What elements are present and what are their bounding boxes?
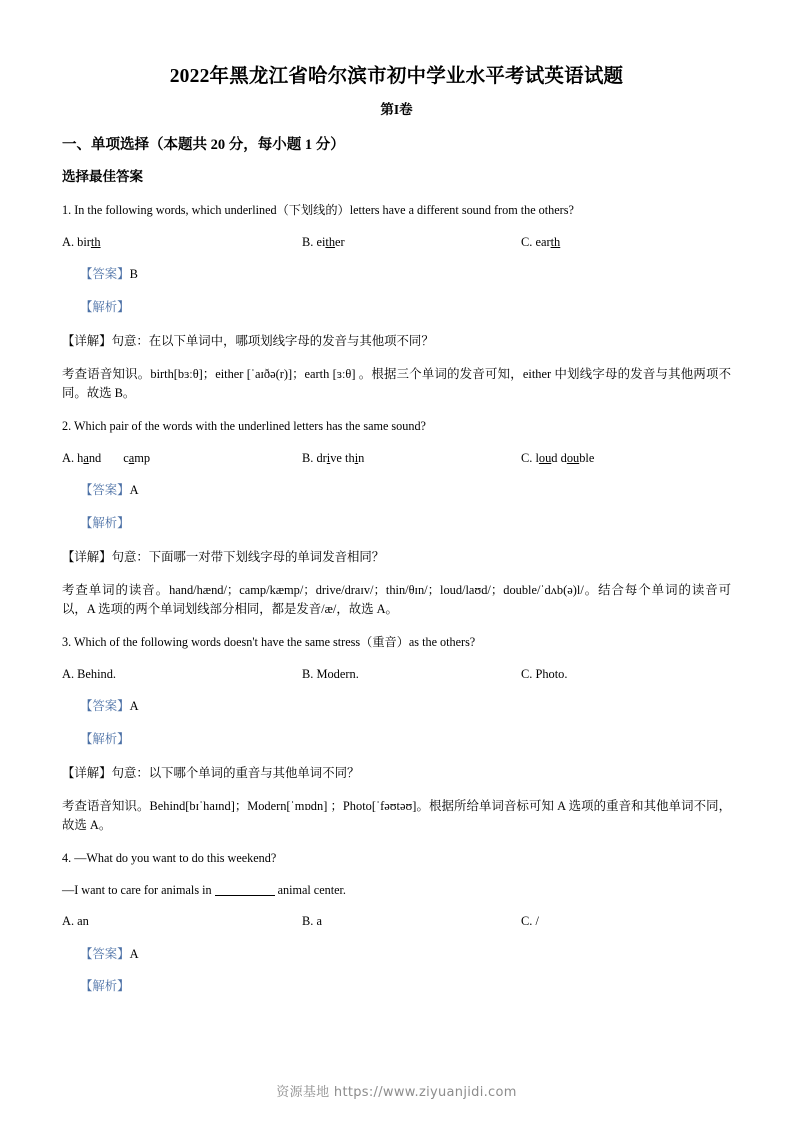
option-c-prefix: C. ear xyxy=(521,234,551,249)
question-2-option-a[interactable] xyxy=(62,449,302,468)
question-3-options xyxy=(62,652,731,684)
question-3-detail-meaning xyxy=(62,749,731,783)
question-2-number: 2. xyxy=(62,419,72,434)
answer-blank[interactable] xyxy=(215,895,275,896)
question-1-options xyxy=(62,220,731,252)
option-a-word2-suffix: mp xyxy=(134,450,151,465)
question-2-answer-value: A xyxy=(129,483,139,498)
question-1-text: In the following words, which underlined（下划线的）letters have a different sound from the others? xyxy=(74,203,574,218)
option-b-prefix: B. ei xyxy=(302,234,326,249)
question-3-text: Which of the following words doesn't have the same stress（重音）as the others? xyxy=(73,635,476,650)
question-1-option-c[interactable] xyxy=(521,233,560,252)
option-a-prefix: A. bir xyxy=(62,234,91,249)
answer-tag: 【答案】 xyxy=(80,946,130,961)
option-c-word1-underlined: ou xyxy=(538,450,552,465)
question-4-text-line1: —What do you want to do this weekend? xyxy=(74,851,277,866)
question-1-option-a[interactable] xyxy=(62,233,302,252)
question-3-option-b[interactable]: B. Modern. xyxy=(302,666,359,681)
detail-tag: 【详解】 xyxy=(62,333,112,348)
option-b-word1-underlined: i xyxy=(326,450,331,465)
question-3-option-a[interactable]: A. Behind. xyxy=(62,666,117,681)
question-1-option-b[interactable] xyxy=(302,233,521,252)
option-c-word1-prefix: C. l xyxy=(521,450,539,465)
question-4-options xyxy=(62,899,731,931)
footer-watermark: 资源基地 https://www.ziyuanjidi.com xyxy=(276,1085,517,1100)
question-4-stem-line2 xyxy=(62,868,731,899)
sub-heading: 选择最佳答案 xyxy=(62,168,143,184)
section-heading: 一、单项选择（本题共 20 分，每小题 1 分） xyxy=(62,136,345,153)
question-2-detail-meaning xyxy=(62,533,731,567)
question-3-analysis-line xyxy=(62,716,731,749)
question-1-detail-meaning xyxy=(62,317,731,351)
question-3-answer-value: A xyxy=(129,699,139,714)
question-2-option-c[interactable] xyxy=(521,449,594,468)
option-a-word2-prefix: c xyxy=(123,450,129,465)
option-a-word1-suffix: nd xyxy=(88,450,102,465)
option-c-word1-suffix: d xyxy=(551,450,558,465)
option-b-word2-underlined: i xyxy=(354,450,359,465)
question-4-option-c[interactable]: C. / xyxy=(521,913,539,928)
question-3-option-c[interactable]: C. Photo. xyxy=(521,666,568,681)
question-2-option-b[interactable] xyxy=(302,449,521,468)
question-2-analysis-line xyxy=(62,500,731,533)
analysis-tag: 【解析】 xyxy=(80,979,130,994)
detail-tag: 【详解】 xyxy=(62,765,112,780)
question-1 xyxy=(62,186,731,402)
question-4-option-b[interactable]: B. a xyxy=(302,913,322,928)
option-a-word1-underlined: a xyxy=(83,450,89,465)
question-4-stem-line1 xyxy=(62,834,731,867)
question-3 xyxy=(62,618,731,834)
option-b-word1-suffix: ve xyxy=(330,450,342,465)
question-4-answer-value: A xyxy=(129,946,139,961)
question-4-text-line2-post: animal center. xyxy=(277,882,346,897)
question-1-detail-body: 考查语音知识。birth[bɜːθ]；either [ˈaɪðə(r)]；earth [ɜːθ] 。根据三个单词的发音可知，either 中划线字母的发音与其他两项不同。故选 B。 xyxy=(62,367,731,400)
question-3-stem xyxy=(62,618,731,651)
question-2-stem xyxy=(62,402,731,435)
answer-tag: 【答案】 xyxy=(80,699,130,714)
question-4-number: 4. xyxy=(62,851,72,866)
question-3-detail-body: 考查语音知识。Behind[bɪˈhaɪnd]；Modern[ˈmɒdn] ；Photo[ˈfəʊtəʊ]。根据所给单词音标可知 A 选项的重音和其他单词不同，故选 A。 xyxy=(62,799,731,832)
question-2 xyxy=(62,402,731,618)
option-a-word2-underlined: a xyxy=(128,450,135,465)
answer-tag: 【答案】 xyxy=(80,267,130,282)
question-4 xyxy=(62,834,731,995)
detail-tag: 【详解】 xyxy=(62,549,112,564)
question-2-meaning-text: 句意：下面哪一对带下划线字母的单词发音相同？ xyxy=(111,549,385,564)
question-1-number: 1. xyxy=(62,203,72,218)
option-b-word1-prefix: B. dr xyxy=(302,450,327,465)
question-3-meaning-text: 句意：以下哪个单词的重音与其他单词不同？ xyxy=(111,765,360,780)
option-b-suffix: er xyxy=(335,234,345,249)
question-1-stem xyxy=(62,186,731,219)
option-b-underlined: th xyxy=(325,234,336,249)
page-subtitle: 第I卷 xyxy=(380,102,413,118)
question-3-number: 3. xyxy=(62,635,72,650)
analysis-tag: 【解析】 xyxy=(80,299,130,314)
question-4-text-line2-pre: —I want to care for animals in xyxy=(62,882,212,897)
option-a-word1-prefix: A. h xyxy=(62,450,84,465)
question-1-analysis-line xyxy=(62,284,731,317)
analysis-tag: 【解析】 xyxy=(80,731,130,746)
page-title: 2022年黑龙江省哈尔滨市初中学业水平考试英语试题 xyxy=(169,66,624,87)
question-1-answer-line xyxy=(62,251,731,284)
option-c-underlined: th xyxy=(550,234,561,249)
question-2-options xyxy=(62,436,731,468)
option-b-word2-prefix: th xyxy=(345,450,355,465)
question-1-meaning-text: 句意：在以下单词中，哪项划线字母的发音与其他项不同？ xyxy=(111,333,434,348)
question-3-answer-line xyxy=(62,683,731,716)
answer-tag: 【答案】 xyxy=(80,483,130,498)
question-2-detail-body: 考查单词的读音。hand/hænd/；camp/kæmp/；drive/draɪv/；thin/θɪn/；loud/laʊd/；double/ˈdʌb(ə)l/。结合每个单词的读音可以，A 选项的两个单词划线部分相同，都是发音/æ/，故选 A。 xyxy=(62,583,731,616)
option-c-word2-suffix: ble xyxy=(579,450,595,465)
option-c-word2-underlined: ou xyxy=(566,450,580,465)
option-b-word2-suffix: n xyxy=(358,450,365,465)
question-4-answer-line xyxy=(62,931,731,964)
question-1-answer-value: B xyxy=(129,267,138,282)
question-4-analysis-line xyxy=(62,963,731,996)
question-4-option-a[interactable]: A. an xyxy=(62,913,89,928)
option-c-word2-prefix: d xyxy=(560,450,567,465)
option-a-underlined: th xyxy=(90,234,101,249)
question-2-answer-line xyxy=(62,467,731,500)
question-2-text: Which pair of the words with the underlined letters has the same sound? xyxy=(73,419,426,434)
analysis-tag: 【解析】 xyxy=(80,515,130,530)
